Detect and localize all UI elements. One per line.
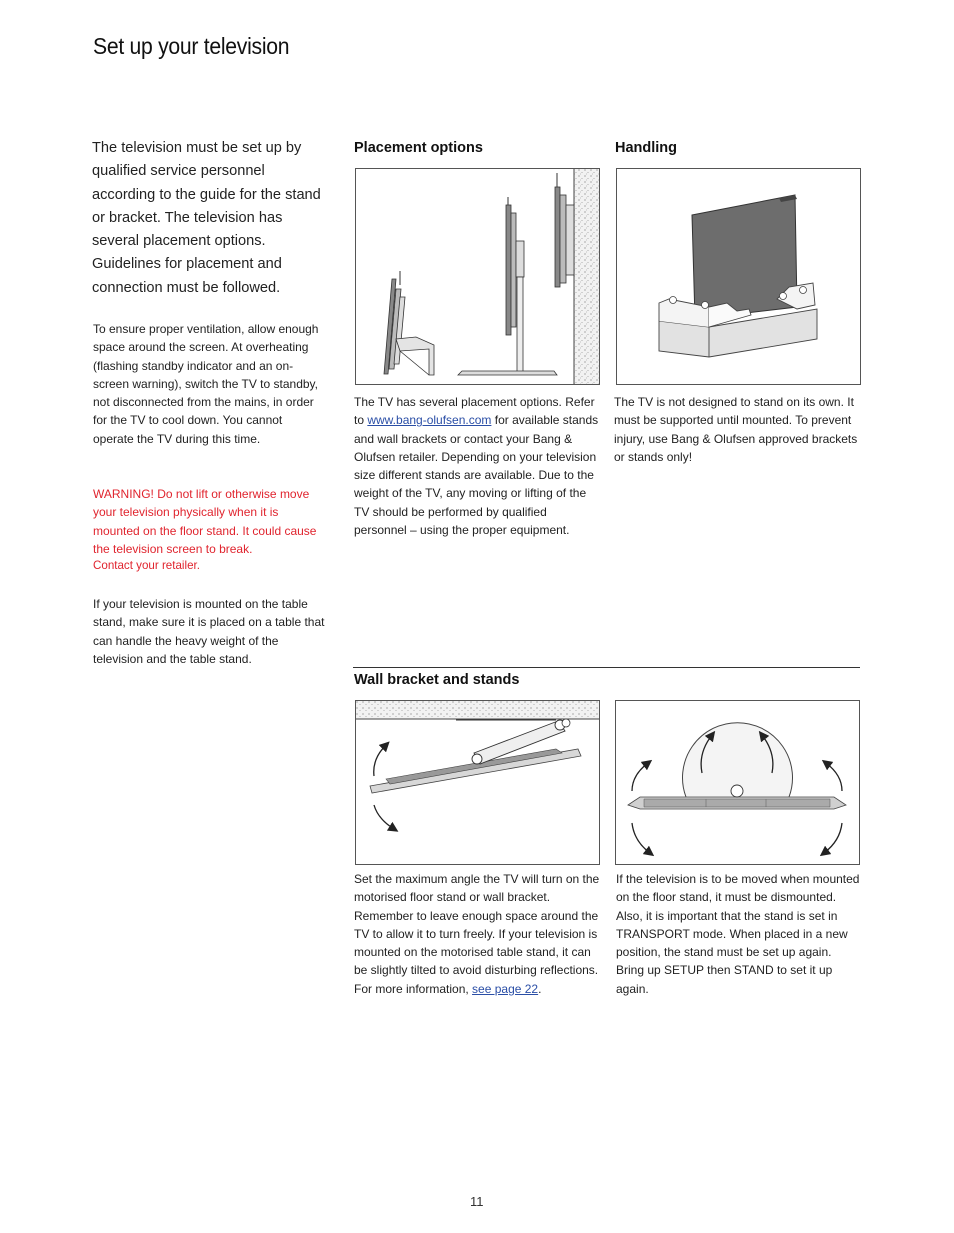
placement-illustration xyxy=(355,168,600,385)
section-divider xyxy=(353,667,860,668)
handling-illustration xyxy=(616,168,861,385)
wall-bracket-illustration xyxy=(355,700,600,865)
handling-heading: Handling xyxy=(615,140,678,156)
placement-heading: Placement options xyxy=(354,140,483,156)
warning-contact: Contact your retailer. xyxy=(93,559,200,572)
see-page-22-link[interactable]: see page 22 xyxy=(472,981,539,996)
ventilation-paragraph: To ensure proper ventilation, allow enough space around the screen. At overheating (flashing standby indicator and an on-screen warning), switch the TV to standby, not disconnected from the mains, in order for the TV to cool down. You cannot operate the TV during this time. xyxy=(93,322,319,446)
handling-paragraph: The TV is not designed to stand on its own. It must be supported until mounted. To prevent injury, use Bang & Olufsen approved brackets or stands only! xyxy=(614,395,858,464)
intro-paragraph: The television must be set up by qualified service personnel according to the guide for the stand or bracket. The television has several placement options. Guidelines for placement and connection must be followed. xyxy=(92,140,321,296)
wall-bracket-heading: Wall bracket and stands xyxy=(354,672,520,688)
page-number: 11 xyxy=(470,1194,484,1209)
placement-paragraph xyxy=(354,393,601,539)
wall-bracket-text-1: Set the maximum angle the TV will turn on the motorised floor stand or wall bracket. Remember to leave enough space around the TV to allow it to turn freely. If your television is mounted on the motorised table stand, it can be slightly tilted to avoid disturbing reflections. For more information, xyxy=(354,872,600,996)
placement-text-1: The TV has several placement options. Refer to xyxy=(354,395,595,428)
page-title: Set up your television xyxy=(93,33,290,59)
wall-bracket-paragraph xyxy=(354,870,600,998)
placement-text-2: for available stands and wall brackets or contact your Bang & Olufsen retailer. Depending on your television size different stands are available. Due to the weight of the TV, any moving or lifting of the TV should be performed by qualified personnel – using the proper equipment. xyxy=(354,413,599,538)
transport-illustration xyxy=(615,700,860,865)
wall-bracket-text-2: . xyxy=(538,981,542,996)
warning-paragraph: WARNING! Do not lift or otherwise move your television physically when it is mounted on the floor stand. It could cause the television screen to break. xyxy=(93,487,317,556)
table-stand-paragraph: If your television is mounted on the table stand, make sure it is placed on a table that can handle the heavy weight of the television and the table stand. xyxy=(93,597,325,666)
transport-paragraph: If the television is to be moved when mounted on the floor stand, it must be dismounted. Also, it is important that the stand is set in TRANSPORT mode. When placed in a new position, the stand must be set up again. Bring up SETUP then STAND to set it up again. xyxy=(616,872,860,996)
bang-olufsen-link[interactable]: www.bang-olufsen.com xyxy=(367,413,492,428)
